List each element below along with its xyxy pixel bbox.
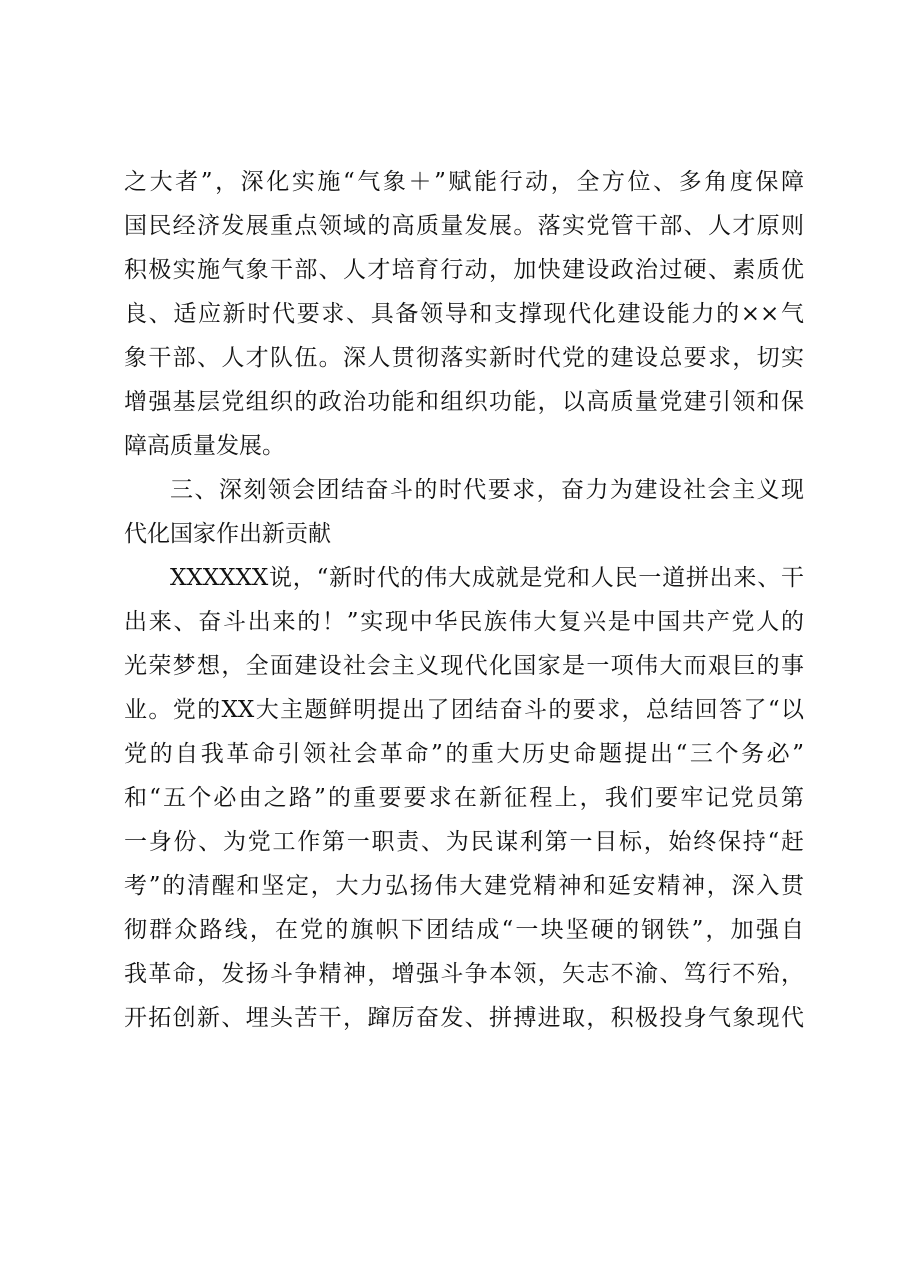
heading-line: 三、深刻领会团结奋斗的时代要求，奋力为建设社会主义现 xyxy=(170,477,804,503)
text-line: 良、适应新时代要求、具备领导和支撑现代化建设能力的××气 xyxy=(124,301,804,327)
text-line: 象干部、人才队伍。深人贯彻落实新时代党的建设总要求，切实 xyxy=(124,345,804,371)
text-line: 彻群众路线，在党的旗帜下团结成“一块坚硬的钢铁”，加强自 xyxy=(124,917,804,943)
text-line: 和“五个必由之路”的重要要求在新征程上，我们要牢记党员第 xyxy=(124,785,804,811)
text-line: 国民经济发展重点领域的高质量发展。落实党管干部、人才原则 xyxy=(124,213,804,239)
text-line: 积极实施气象干部、人才培育行动，加快建设政治过硬、素质优 xyxy=(124,257,804,283)
document-body xyxy=(124,160,804,1040)
text-line: 之大者”，深化实施“气象＋”赋能行动，全方位、多角度保障 xyxy=(124,169,804,195)
paragraph-2 xyxy=(124,556,804,1040)
text-line: 开拓创新、埋头苦干，蹿厉奋发、拼搏进取，积极投身气象现代 xyxy=(124,1005,804,1031)
text-line: 障高质量发展。 xyxy=(124,433,285,459)
text-line: XXXXXX说，“新时代的伟大成就是党和人民一道拼出来、干 xyxy=(170,565,804,591)
text-line: 业。党的XX大主题鲜明提出了团结奋斗的要求，总结回答了“以 xyxy=(124,697,804,723)
text-line: 增强基层党组织的政治功能和组织功能，以高质量党建引领和保 xyxy=(124,389,804,415)
text-line: 出来、奋斗出来的！”实现中华民族伟大复兴是中国共产党人的 xyxy=(124,609,804,635)
text-line: 光荣梦想，全面建设社会主义现代化国家是一项伟大而艰巨的事 xyxy=(124,653,804,679)
text-line: 党的自我革命引领社会革命”的重大历史命题提出“三个务必” xyxy=(124,741,804,767)
text-line: 一身份、为党工作第一职责、为民谋利第一目标，始终保持“赶 xyxy=(124,829,804,855)
heading-line: 代化国家作出新贡献 xyxy=(124,521,331,547)
text-line: 考”的清醒和坚定，大力弘扬伟大建党精神和延安精神，深入贯 xyxy=(124,873,804,899)
text-line: 我革命，发扬斗争精神，增强斗争本领，矢志不渝、笃行不殆， xyxy=(124,961,804,987)
section-heading-3 xyxy=(124,468,804,556)
paragraph-1 xyxy=(124,160,804,468)
